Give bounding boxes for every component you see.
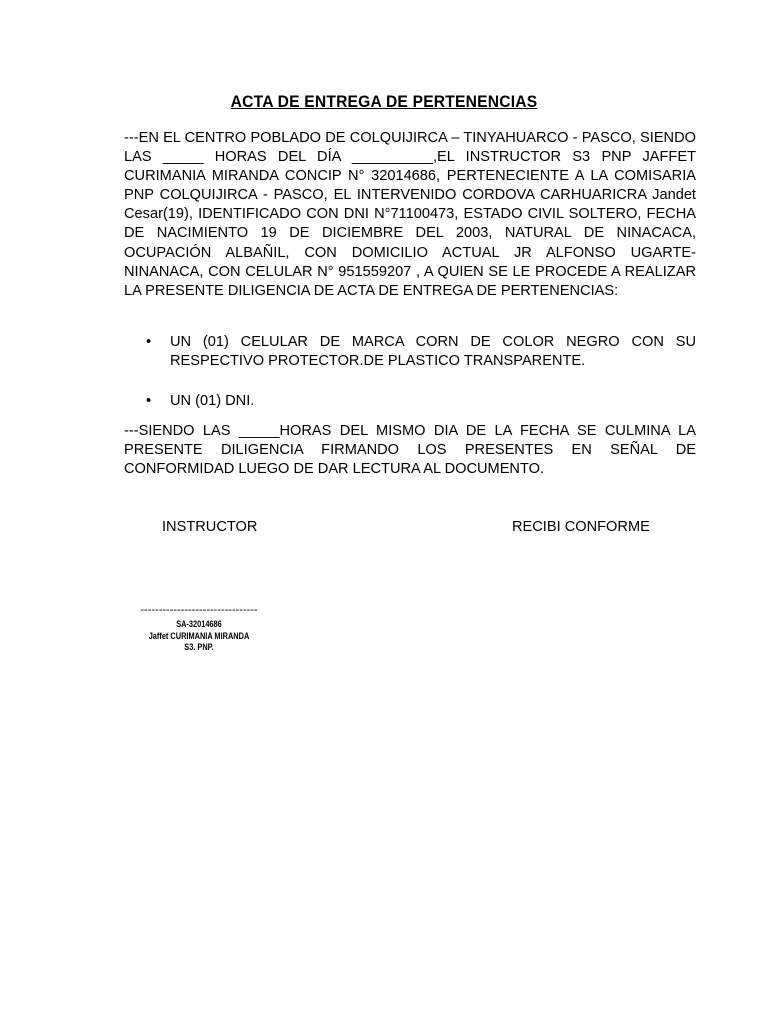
intro-paragraph: ---EN EL CENTRO POBLADO DE COLQUIJIRCA – TINYAHUARCO - PASCO, SIENDO LAS _____ HORAS DEL DÍA __________,EL INSTRUCTOR S3 PNP JAFFET CURIMANIA MIRANDA CONCIP N° 32014686, PERTENECIENTE A LA COMISARIA PNP COLQUIJIRCA - PASCO, EL INTERVENIDO CORDOVA CARHUARICRA Jandet Cesar(19), IDENTIFICADO CON DNI N°71100473, ESTADO CIVIL SOLTERO, FECHA DE NACIMIENTO 19 DE DICIEMBRE DEL 2003, NATURAL DE NINACACA, OCUPACIÓN ALBAÑIL, CON DOMICILIO ACTUAL JR ALFONSO UGARTE-NINANACA, CON CELULAR N° 951559207 , A QUIEN SE LE PROCEDE A REALIZAR LA PRESENTE DILIGENCIA DE ACTA DE ENTREGA DE PERTENENCIAS: bbox=[124, 130, 696, 299]
list-item-text: UN (01) DNI. bbox=[170, 393, 255, 409]
list-item bbox=[124, 392, 696, 411]
signature-code: SA-32014686 bbox=[176, 619, 222, 629]
bullet-icon: • bbox=[146, 393, 152, 409]
document-title: ACTA DE ENTREGA DE PERTENENCIAS bbox=[230, 92, 538, 111]
signature-rank: S3. PNP. bbox=[184, 642, 214, 652]
item-list-2 bbox=[124, 392, 696, 411]
receiver-label: RECIBI CONFORME bbox=[512, 519, 650, 535]
bullet-icon: • bbox=[146, 334, 152, 350]
list-item-text: UN (01) CELULAR DE MARCA CORN DE COLOR NEGRO CON SU RESPECTIVO PROTECTOR.DE PLASTICO TRANSPARENTE. bbox=[170, 334, 696, 370]
list-item bbox=[124, 333, 696, 371]
signature-line: -------------------------------- bbox=[140, 604, 258, 616]
signature-block bbox=[114, 604, 284, 654]
item-list-1 bbox=[124, 333, 696, 371]
instructor-label: INSTRUCTOR bbox=[162, 519, 258, 535]
closing-paragraph: ---SIENDO LAS _____HORAS DEL MISMO DIA DE LA FECHA SE CULMINA LA PRESENTE DILIGENCIA FIRMANDO LOS PRESENTES EN SEÑAL DE CONFORMIDAD LUEGO DE DAR LECTURA AL DOCUMENTO. bbox=[124, 423, 696, 478]
signature-name: Jaffet CURIMANIA MIRANDA bbox=[148, 630, 250, 641]
